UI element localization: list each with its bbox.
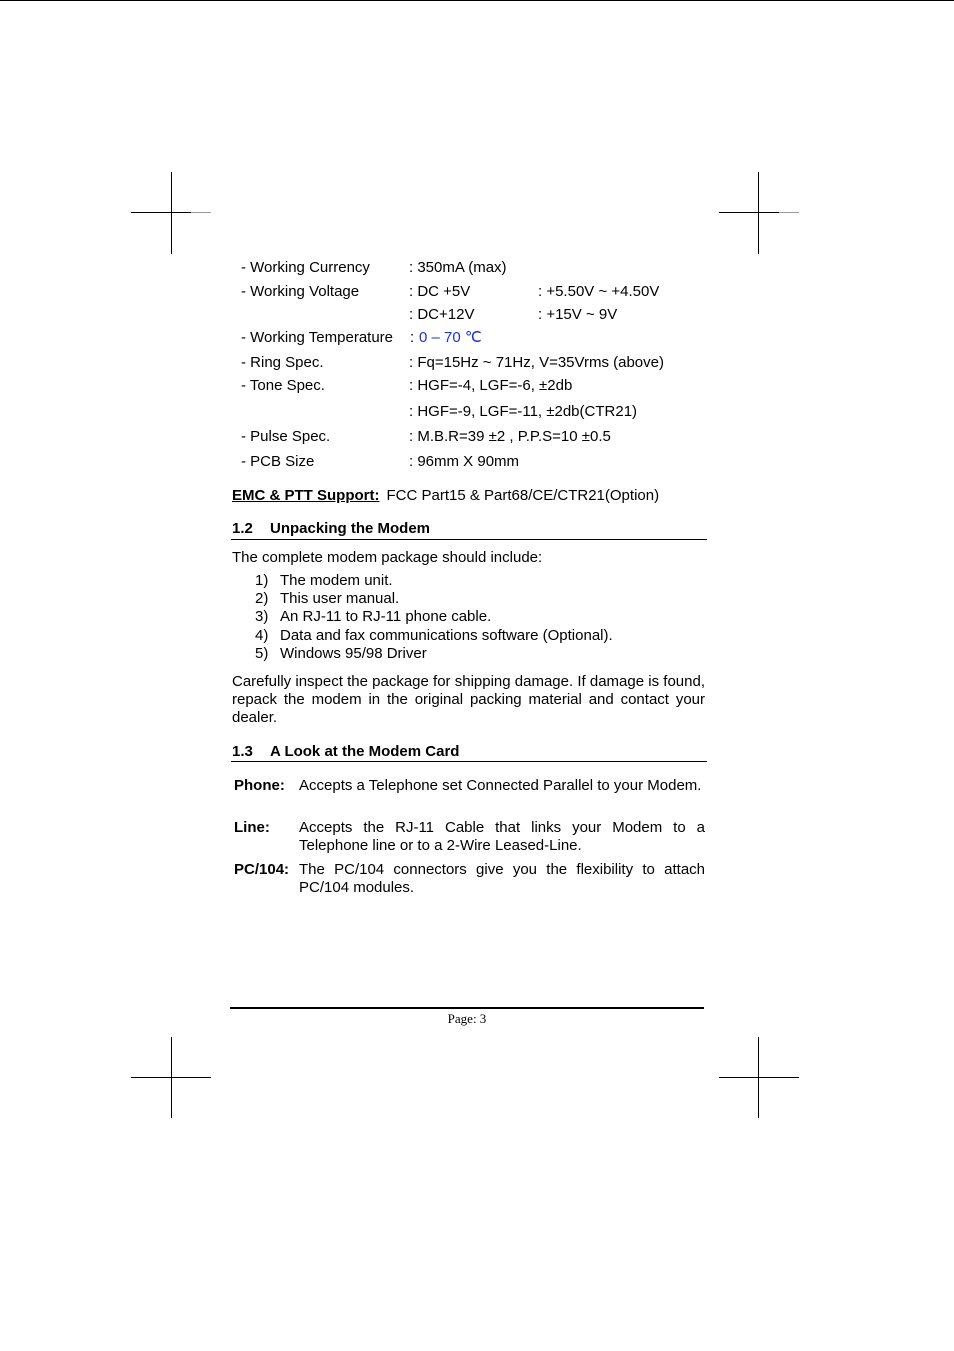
def-term-pc104: PC/104: (234, 861, 290, 878)
package-intro: The complete modem package should include: (232, 549, 543, 566)
def-term-line: Line: (234, 819, 270, 836)
footer-rule (230, 1007, 704, 1009)
spec-range: : +5.50V ~ +4.50V (538, 283, 660, 300)
spec-label: - Working Temperature (241, 329, 394, 346)
list-item (255, 608, 491, 626)
list-number: 5) (255, 645, 269, 662)
section-number: 1.2 (232, 520, 253, 537)
spec-colon: : (410, 329, 415, 346)
spec-value: : 96mm X 90mm (409, 453, 520, 470)
def-desc-line: Accepts the RJ-11 Cable that links your Modem to a Telephone line or to a 2-Wire Leased-Line. (299, 819, 705, 854)
section-rule (231, 539, 707, 540)
crop-mark (719, 1077, 799, 1078)
section-title: A Look at the Modem Card (270, 743, 460, 760)
spec-value: : Fq=15Hz ~ 71Hz, V=35Vrms (above) (409, 354, 664, 371)
crop-mark (191, 212, 211, 213)
def-desc-phone: Accepts a Telephone set Connected Parallel to your Modem. (299, 777, 702, 794)
spec-value: : DC+12V (409, 306, 475, 323)
list-number: 1) (255, 572, 269, 589)
list-number: 2) (255, 590, 269, 607)
spec-value: 0 – 70 ℃ (419, 329, 482, 346)
page-number: Page: 3 (447, 1011, 487, 1026)
list-text: This user manual. (280, 590, 400, 607)
spec-label: - PCB Size (241, 453, 315, 470)
emc-label: EMC & PTT Support: (232, 487, 380, 504)
spec-value: : HGF=-9, LGF=-11, ±2db(CTR21) (409, 403, 638, 420)
list-number: 4) (255, 627, 269, 644)
list-text: The modem unit. (280, 572, 393, 589)
section-title: Unpacking the Modem (270, 520, 431, 537)
crop-mark (131, 212, 191, 213)
crop-mark (758, 172, 759, 254)
section-heading-1-2 (232, 519, 707, 539)
spec-value: : 350mA (max) (409, 259, 507, 276)
spec-value: : HGF=-4, LGF=-6, ±2db (409, 377, 573, 394)
emc-ptt-support (232, 486, 659, 506)
list-number: 3) (255, 608, 269, 625)
spec-label: - Ring Spec. (241, 354, 324, 371)
crop-mark (171, 172, 172, 254)
inspection-note: Carefully inspect the package for shipping damage. If damage is found, repack the modem in the original packing material and contact your dealer. (232, 673, 705, 726)
spec-value: : DC +5V (409, 283, 471, 300)
list-text: Data and fax communications software (Optional). (280, 627, 613, 644)
page-top-edge (0, 0, 954, 1)
crop-mark (779, 212, 799, 213)
spec-value: : M.B.R=39 ±2 , P.P.S=10 ±0.5 (409, 428, 611, 445)
def-term-phone: Phone: (234, 777, 285, 794)
list-item (255, 645, 427, 663)
spec-label: - Working Voltage (241, 283, 360, 300)
list-item (255, 627, 613, 645)
spec-range: : +15V ~ 9V (538, 306, 618, 323)
section-heading-1-3 (232, 742, 707, 762)
list-text: An RJ-11 to RJ-11 phone cable. (280, 608, 492, 625)
def-desc-pc104: The PC/104 connectors give you the flexibility to attach PC/104 modules. (299, 861, 705, 896)
emc-value: FCC Part15 & Part68/CE/CTR21(Option) (386, 487, 660, 504)
crop-mark (719, 212, 779, 213)
crop-mark (131, 1077, 211, 1078)
section-number: 1.3 (232, 743, 253, 760)
list-text: Windows 95/98 Driver (280, 645, 427, 662)
list-item (255, 572, 393, 590)
spec-label: - Pulse Spec. (241, 428, 331, 445)
section-rule (231, 761, 707, 762)
spec-label: - Working Currency (241, 259, 370, 276)
list-item (255, 590, 399, 608)
spec-label: - Tone Spec. (241, 377, 325, 394)
